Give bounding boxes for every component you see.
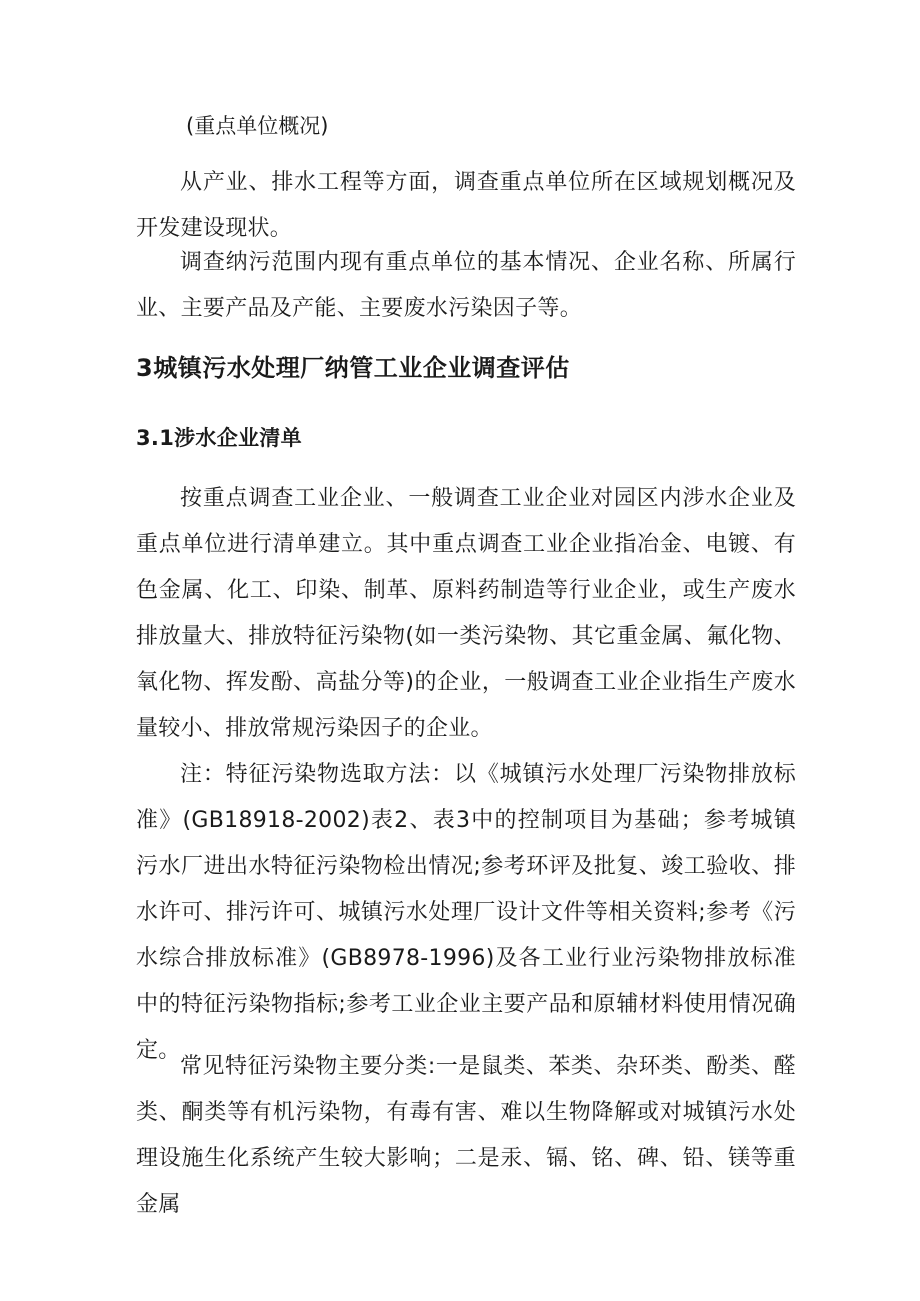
paragraph-enterprise-list: 按重点调查工业企业、一般调查工业企业对园区内涉水企业及重点单位进行清单建立。其中重点调查工业企业指冶金、电镀、有色金属、化工、印染、制革、原料药制造等行业企业，或生产废水排放量大、排放特征污染物(如一类污染物、其它重金属、氟化物、氧化物、挥发酚、高盐分等)的企业，一般调查工业企业指生产废水量较小、排放常规污染因子的企业。: [136, 486, 796, 741]
subsection-heading: 3.1涉水企业清单: [136, 426, 302, 450]
paragraph-pollutant-categories: 常见特征污染物主要分类:一是鼠类、苯类、杂环类、酚类、醛类、酮类等有机污染物，有毒有害、难以生物降解或对城镇污水处理设施生化系统产生较大影响；二是汞、镉、铭、碑、铅、镁等重金属: [136, 1054, 796, 1217]
paragraph-note: 注：特征污染物选取方法：以《城镇污水处理厂污染物排放标准》(GB18918-2002)表2、表3中的控制项目为基础；参考城镇污水厂进出水特征污染物检出情况;参考环评及批复、竣工验收、排水许可、排污许可、城镇污水处理厂设计文件等相关资料;参考《污水综合排放标准》(GB8978-1996)及各工业行业污染物排放标准中的特征污染物指标;参考工业企业主要产品和原辅材料使用情况确定。: [136, 762, 796, 1063]
paragraph-region-overview: 从产业、排水工程等方面，调查重点单位所在区域规划概况及开发建设现状。: [136, 170, 796, 241]
section-subtitle: (重点单位概况): [186, 114, 329, 138]
paragraph-unit-basics: 调查纳污范围内现有重点单位的基本情况、企业名称、所属行业、主要产品及产能、主要废水污染因子等。: [136, 250, 796, 321]
section-heading: 3城镇污水处理厂纳管工业企业调查评估: [136, 354, 570, 382]
